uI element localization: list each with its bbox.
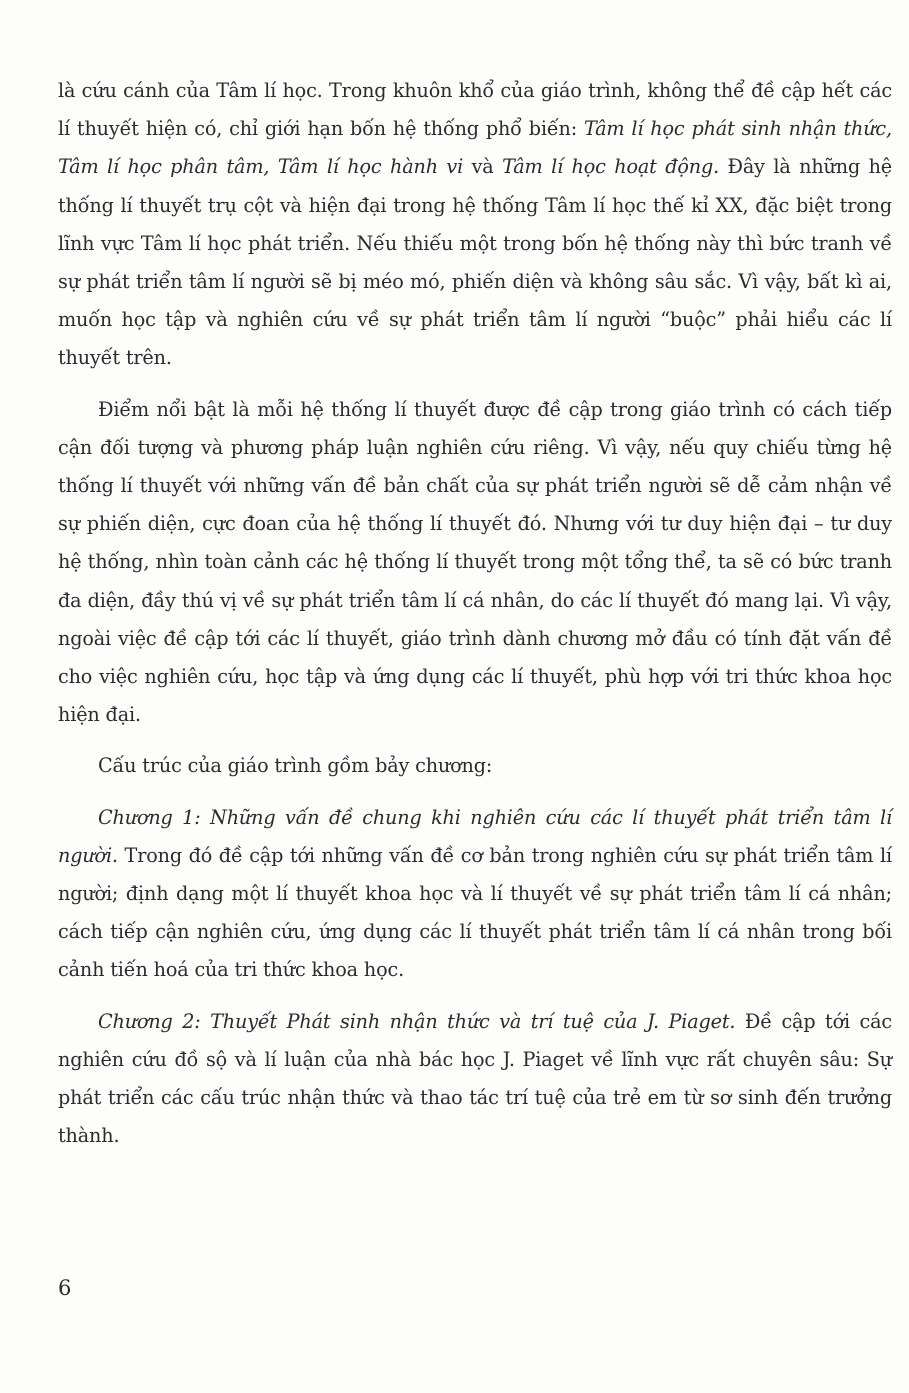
paragraph-1 [58,72,892,378]
paragraph-1-conjunction: và [463,155,503,179]
paragraph-1-italic-activity-theory: Tâm lí học hoạt động. [502,155,720,179]
chapter-1-title: Chương 1: Những vấn đề chung khi nghiên cứu các lí thuyết phát triển tâm lí người. [58,805,892,867]
paragraph-chapter-2 [58,1003,892,1156]
paragraph-1-italic-theories: Tâm lí học phát sinh nhận thức, Tâm lí học phân tâm, Tâm lí học hành vi [58,117,892,179]
paragraph-chapter-1 [58,799,892,990]
chapter-2-description: Đề cập tới các nghiên cứu đồ sộ và lí luận của nhà bác học J. Piaget về lĩnh vực rất chuyên sâu: Sự phát triển các cấu trúc nhận thức và thao tác trí tuệ của trẻ em từ sơ sinh đến trưởng thành. [58,1009,892,1148]
paragraph-3 [58,747,892,785]
paragraph-2 [58,391,892,735]
paragraph-3-text: Cấu trúc của giáo trình gồm bảy chương: [98,754,493,778]
page-number: 6 [58,1276,72,1300]
chapter-2-title: Chương 2: Thuyết Phát sinh nhận thức và trí tuệ của J. Piaget. [98,1009,736,1033]
paragraph-1-continuation: Đây là những hệ thống lí thuyết trụ cột và hiện đại trong hệ thống Tâm lí học thế kỉ XX, đặc biệt trong lĩnh vực Tâm lí học phát triển. Nếu thiếu một trong bốn hệ thống này thì bức tranh về sự phát triển tâm lí người sẽ bị méo mó, phiến diện và không sâu sắc. Vì vậy, bất kì ai, muốn học tập và nghiên cứu về sự phát triển tâm lí người “buộc” phải hiểu các lí thuyết trên. [58,155,893,370]
page-body-text [58,72,892,1155]
paragraph-2-text: Điểm nổi bật là mỗi hệ thống lí thuyết được đề cập trong giáo trình có cách tiếp cận đối tượng và phương pháp luận nghiên cứu riêng. Vì vậy, nếu quy chiếu từng hệ thống lí thuyết với những vấn đề bản chất của sự phát triển người sẽ dễ cảm nhận về sự phiến diện, cực đoan của hệ thống lí thuyết đó. Nhưng với tư duy hiện đại – tư duy hệ thống, nhìn toàn cảnh các hệ thống lí thuyết trong một tổng thể, ta sẽ có bức tranh đa diện, đầy thú vị về sự phát triển tâm lí cá nhân, do các lí thuyết đó mang lại. Vì vậy, ngoài việc đề cập tới các lí thuyết, giáo trình dành chương mở đầu có tính đặt vấn đề cho việc nghiên cứu, học tập và ứng dụng các lí thuyết, phù hợp với tri thức khoa học hiện đại. [58,397,892,727]
paragraph-1-text: là cứu cánh của Tâm lí học. Trong khuôn khổ của giáo trình, không thể đề cập hết các lí thuyết hiện có, chỉ giới hạn bốn hệ thống phổ biến: [58,79,892,141]
chapter-1-description: Trong đó đề cập tới những vấn đề cơ bản trong nghiên cứu sự phát triển tâm lí người; định dạng một lí thuyết khoa học và lí thuyết về sự phát triển tâm lí cá nhân; cách tiếp cận nghiên cứu, ứng dụng các lí thuyết phát triển tâm lí cá nhân trong bối cảnh tiến hoá của tri thức khoa học. [58,843,892,982]
